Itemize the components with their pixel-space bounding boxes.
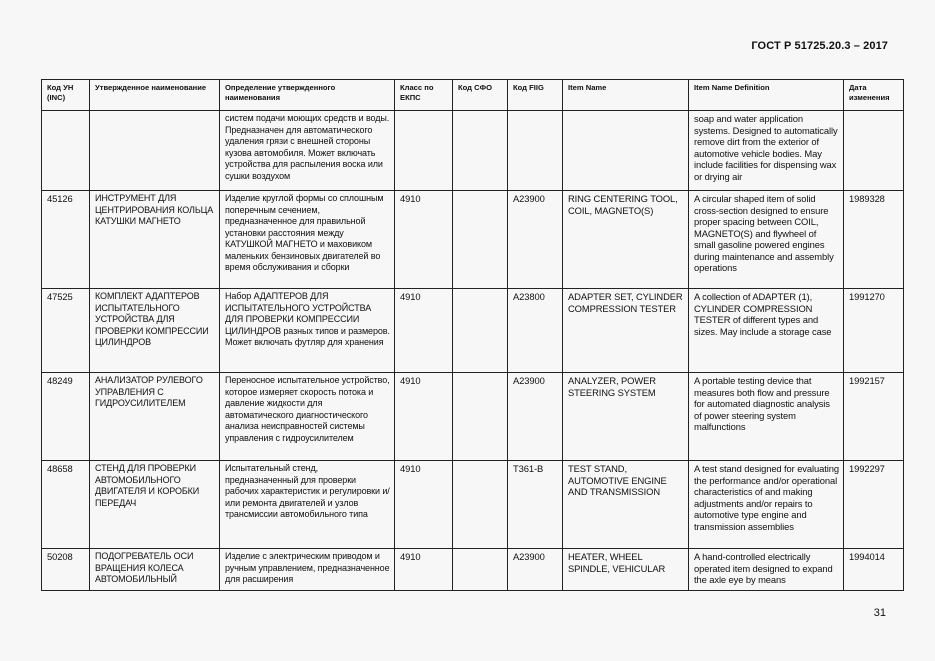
page-number: 31 [873,607,886,619]
cell-name-ru: ПОДОГРЕВАТЕЛЬ ОСИ ВРАЩЕНИЯ КОЛЕСА АВТОМОБИЛЬНЫЙ [90,549,220,591]
cell-inc: 48249 [42,373,90,461]
table-row [42,461,904,549]
cell-item-def: A portable testing device that measures both flow and pressure for automated diagnostic analysis of power steering system malfunctions [689,373,844,461]
cell-class: 4910 [395,461,453,549]
cell-item-def: A test stand designed for evaluating the performance and/or operational characteristics of and making adjustments and/or repairs to automotive type engine and transmission assemblies [689,461,844,549]
header-row [42,80,904,111]
cell-def-ru: Изделие круглой формы со сплошным поперечным сечением, предназначенное для правильной установки расстояния между КАТУШКОЙ МАГНЕТО и маховиком маленьких бензиновых двигателей во время обслуживания и сборки [220,191,395,289]
cell-date: 1994014 [844,549,904,591]
cell-def-ru: Переносное испытательное устройство, которое измеряет скорость потока и давление жидкости для автоматического диагностического анализа неисправностей системы управления с гидроусилителем [220,373,395,461]
cell-fiig: A23800 [508,289,563,373]
cell-fiig: A23900 [508,191,563,289]
cell-date [844,111,904,191]
cell-sfo [453,289,508,373]
cell-name-ru: КОМПЛЕКТ АДАПТЕРОВ ИСПЫТАТЕЛЬНОГО УСТРОЙСТВА ДЛЯ ПРОВЕРКИ КОМПРЕССИИ ЦИЛИНДРОВ [90,289,220,373]
cell-date: 1992157 [844,373,904,461]
cell-item-def: A circular shaped item of solid cross-section designed to ensure proper spacing between COIL, MAGNETO(S) and flywheel of small gasoline powered engines during maintenance and assembly operations [689,191,844,289]
cell-fiig: A23900 [508,549,563,591]
cell-date: 1992297 [844,461,904,549]
table-row [42,191,904,289]
cell-sfo [453,549,508,591]
cell-def-ru: Изделие с электрическим приводом и ручным управлением, предназначенное для расширения [220,549,395,591]
col-header-fiig: Код FIIG [508,80,563,111]
col-header-item-name: Item Name [563,80,689,111]
cell-def-ru: систем подачи моющих средств и воды. Предназначен для автоматического удаления грязи с внешней стороны кузова автомобиля. Может включать устройства для распыления воска или сушки воздухом [220,111,395,191]
cell-class: 4910 [395,549,453,591]
table-row [42,549,904,591]
cell-class: 4910 [395,191,453,289]
cell-fiig: T361-B [508,461,563,549]
cell-fiig [508,111,563,191]
cell-item-name: TEST STAND, AUTOMOTIVE ENGINE AND TRANSMISSION [563,461,689,549]
cell-date: 1991270 [844,289,904,373]
cell-item-def: A collection of ADAPTER (1), CYLINDER COMPRESSION TESTER of different types and sizes. May include a storage case [689,289,844,373]
col-header-inc: Код УН (INC) [42,80,90,111]
cell-item-name: ADAPTER SET, CYLINDER COMPRESSION TESTER [563,289,689,373]
col-header-sfo: Код СФО [453,80,508,111]
cell-name-ru: СТЕНД ДЛЯ ПРОВЕРКИ АВТОМОБИЛЬНОГО ДВИГАТЕЛЯ И КОРОБКИ ПЕРЕДАЧ [90,461,220,549]
cell-inc: 50208 [42,549,90,591]
cell-sfo [453,191,508,289]
cell-sfo [453,373,508,461]
cell-item-def: A hand-controlled electrically operated item designed to expand the axle eye by means [689,549,844,591]
cell-item-name: HEATER, WHEEL SPINDLE, VEHICULAR [563,549,689,591]
cell-date: 1989328 [844,191,904,289]
table-row [42,111,904,191]
col-header-def-ru: Определение утвержденного наименования [220,80,395,111]
standard-header: ГОСТ Р 51725.20.3 – 2017 [751,40,888,52]
cell-name-ru: ИНСТРУМЕНТ ДЛЯ ЦЕНТРИРОВАНИЯ КОЛЬЦА КАТУШКИ МАГНЕТО [90,191,220,289]
cell-class: 4910 [395,289,453,373]
cell-fiig: A23900 [508,373,563,461]
cell-item-name: RING CENTERING TOOL, COIL, MAGNETO(S) [563,191,689,289]
table-row [42,373,904,461]
cell-def-ru: Испытательный стенд, предназначенный для проверки рабочих характеристик и регулировки и/или ремонта двигателей и узлов трансмиссии автомобильного типа [220,461,395,549]
cell-class: 4910 [395,373,453,461]
cell-item-name: ANALYZER, POWER STEERING SYSTEM [563,373,689,461]
cell-item-name [563,111,689,191]
cell-item-def: soap and water application systems. Designed to automatically remove dirt from the exterior of automotive vehicle bodies. May include facilities for dispensing wax or drying air [689,111,844,191]
cell-sfo [453,461,508,549]
col-header-item-def: Item Name Definition [689,80,844,111]
cell-name-ru [90,111,220,191]
col-header-date: Дата изменения [844,80,904,111]
cell-inc: 48658 [42,461,90,549]
col-header-name-ru: Утвержденное наименование [90,80,220,111]
cell-inc [42,111,90,191]
table-row [42,289,904,373]
cell-sfo [453,111,508,191]
cell-def-ru: Набор АДАПТЕРОВ ДЛЯ ИСПЫТАТЕЛЬНОГО УСТРОЙСТВА ДЛЯ ПРОВЕРКИ КОМПРЕССИИ ЦИЛИНДРОВ разных типов и размеров. Может включать футляр для хранения [220,289,395,373]
cell-inc: 47525 [42,289,90,373]
cell-name-ru: АНАЛИЗАТОР РУЛЕВОГО УПРАВЛЕНИЯ С ГИДРОУСИЛИТЕЛЕМ [90,373,220,461]
cell-class [395,111,453,191]
catalog-table [41,79,904,591]
cell-inc: 45126 [42,191,90,289]
col-header-class: Класс по ЕКПС [395,80,453,111]
